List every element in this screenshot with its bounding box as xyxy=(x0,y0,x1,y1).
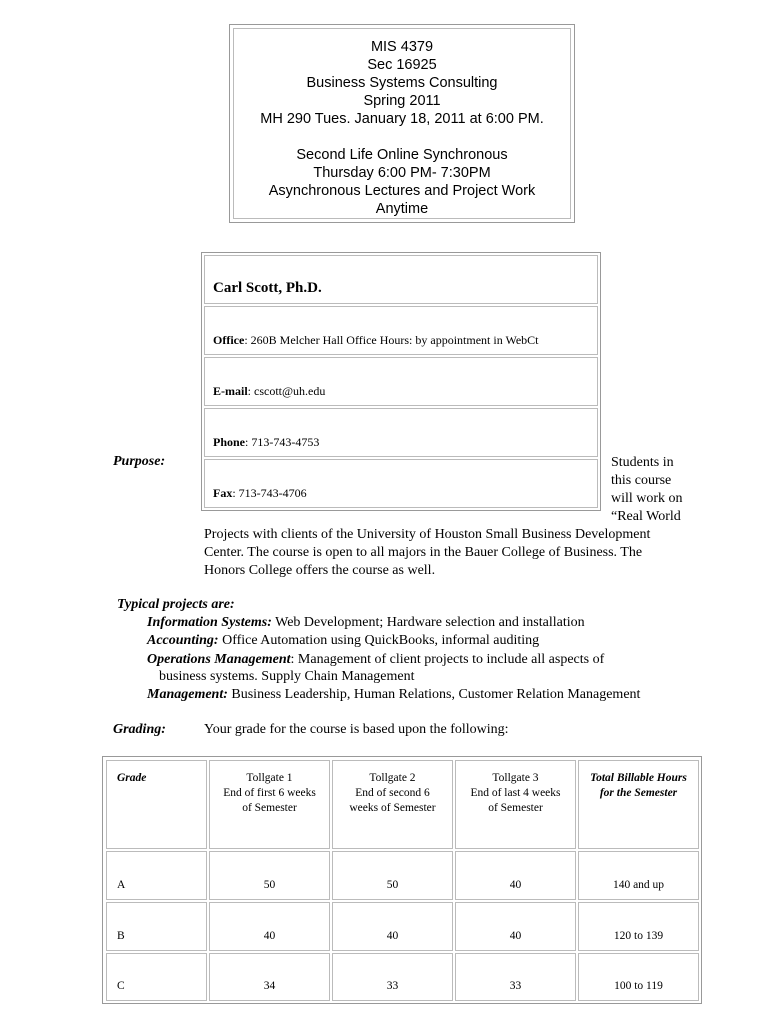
cell-text: 140 and up xyxy=(612,879,665,891)
project-item xyxy=(147,651,604,669)
async-time: Anytime xyxy=(375,201,429,217)
table-row-b-grade xyxy=(106,902,207,951)
header-text: Tollgate 3 xyxy=(492,772,539,784)
header-text: for the Semester xyxy=(599,787,678,799)
cell-text: 40 xyxy=(386,930,399,942)
async-work: Asynchronous Lectures and Project Work xyxy=(268,183,536,199)
office-cell xyxy=(204,306,598,355)
table-cell xyxy=(455,851,576,900)
cell-text: 40 xyxy=(263,930,276,942)
course-meeting: MH 290 Tues. January 18, 2011 at 6:00 PM. xyxy=(260,111,544,127)
table-cell xyxy=(455,902,576,951)
course-section: Sec 16925 xyxy=(367,57,437,73)
instructor-name: Carl Scott, Ph.D. xyxy=(213,280,322,296)
header-cell-total-hours xyxy=(578,760,699,849)
instructor-table xyxy=(201,252,601,511)
purpose-body-line: Honors College offers the course as well. xyxy=(204,563,436,578)
table-cell xyxy=(332,902,453,951)
cell-text: 40 xyxy=(509,930,522,942)
project-item xyxy=(147,686,640,704)
office-value: : 260B Melcher Hall Office Hours: by appointment in WebCt xyxy=(244,333,539,347)
course-header-box xyxy=(229,24,575,223)
table-cell xyxy=(332,953,453,1001)
header-grade: Grade xyxy=(117,772,147,784)
grade-table xyxy=(102,756,702,1004)
cell-text: B xyxy=(117,930,125,942)
header-text: of Semester xyxy=(242,802,297,814)
header-text: Total Billable Hours xyxy=(590,772,687,784)
course-number: MIS 4379 xyxy=(370,39,434,55)
purpose-side-line: “Real World xyxy=(611,509,681,524)
email-cell xyxy=(204,357,598,406)
online-time: Thursday 6:00 PM- 7:30PM xyxy=(313,165,491,181)
instructor-name-cell xyxy=(204,255,598,304)
purpose-body xyxy=(204,526,704,580)
purpose-side-text xyxy=(611,454,683,526)
header-text: of Semester xyxy=(488,802,543,814)
cell-text: 33 xyxy=(509,980,522,992)
header-text: End of first 6 weeks xyxy=(223,787,316,799)
grading-intro: Your grade for the course is based upon the following: xyxy=(204,722,509,737)
header-cell-tollgate1 xyxy=(209,760,330,849)
cell-text: 50 xyxy=(263,879,276,891)
table-cell xyxy=(578,953,699,1001)
cell-text: A xyxy=(117,879,126,891)
header-cell-tollgate2 xyxy=(332,760,453,849)
table-cell xyxy=(209,902,330,951)
header-text: End of last 4 weeks xyxy=(470,787,561,799)
typical-projects-heading: Typical projects are: xyxy=(117,597,235,612)
table-row-a-grade xyxy=(106,851,207,900)
fax-cell xyxy=(204,459,598,508)
table-cell xyxy=(455,953,576,1001)
course-title: Business Systems Consulting xyxy=(306,75,498,91)
purpose-side-line: will work on xyxy=(611,491,683,506)
cell-text: 120 to 139 xyxy=(613,930,664,942)
table-cell xyxy=(578,851,699,900)
header-text: Tollgate 1 xyxy=(246,772,293,784)
phone-cell xyxy=(204,408,598,457)
fax-value: : 713-743-4706 xyxy=(232,486,307,500)
purpose-label: Purpose: xyxy=(113,454,166,469)
project-text: Business Leadership, Human Relations, Customer Relation Management xyxy=(227,687,641,702)
course-term: Spring 2011 xyxy=(363,93,441,109)
table-row-c-grade xyxy=(106,953,207,1001)
purpose-side-line: Students in xyxy=(611,455,674,470)
purpose-body-line: Projects with clients of the University of Houston Small Business Development xyxy=(204,527,651,542)
purpose-body-line: Center. The course is open to all majors in the Bauer College of Business. The xyxy=(204,545,643,560)
header-text: weeks of Semester xyxy=(349,802,436,814)
header-text: Tollgate 2 xyxy=(369,772,416,784)
project-key: Management: xyxy=(147,687,228,702)
header-text: End of second 6 xyxy=(355,787,430,799)
project-key: Accounting: xyxy=(147,633,219,648)
cell-text: 34 xyxy=(263,980,276,992)
cell-text: 100 to 119 xyxy=(614,980,663,992)
cell-text: 33 xyxy=(386,980,399,992)
table-cell xyxy=(209,953,330,1001)
grading-label: Grading: xyxy=(113,722,166,737)
project-text: : Management of client projects to include all aspects of xyxy=(290,652,605,667)
cell-text: 50 xyxy=(386,879,399,891)
cell-text: 40 xyxy=(509,879,522,891)
project-text: business systems. Supply Chain Management xyxy=(159,669,415,684)
email-value: : cscott@uh.edu xyxy=(247,384,326,398)
phone-label: Phone xyxy=(213,435,246,449)
table-cell xyxy=(209,851,330,900)
header-cell-grade xyxy=(106,760,207,849)
purpose-side-line: this course xyxy=(611,473,672,488)
course-header-inner xyxy=(233,28,571,219)
project-text: Web Development; Hardware selection and installation xyxy=(271,615,585,630)
project-key: Operations Management xyxy=(147,652,291,667)
table-cell xyxy=(332,851,453,900)
project-text: Office Automation using QuickBooks, informal auditing xyxy=(218,633,540,648)
phone-value: : 713-743-4753 xyxy=(245,435,320,449)
email-label: E-mail xyxy=(213,384,248,398)
header-cell-tollgate3 xyxy=(455,760,576,849)
project-item xyxy=(147,614,585,632)
fax-label: Fax xyxy=(213,486,233,500)
project-item xyxy=(159,668,415,686)
cell-text: C xyxy=(117,980,125,992)
project-item xyxy=(147,632,539,650)
project-key: Information Systems: xyxy=(147,615,272,630)
online-session: Second Life Online Synchronous xyxy=(296,147,508,163)
table-cell xyxy=(578,902,699,951)
office-label: Office xyxy=(213,333,245,347)
